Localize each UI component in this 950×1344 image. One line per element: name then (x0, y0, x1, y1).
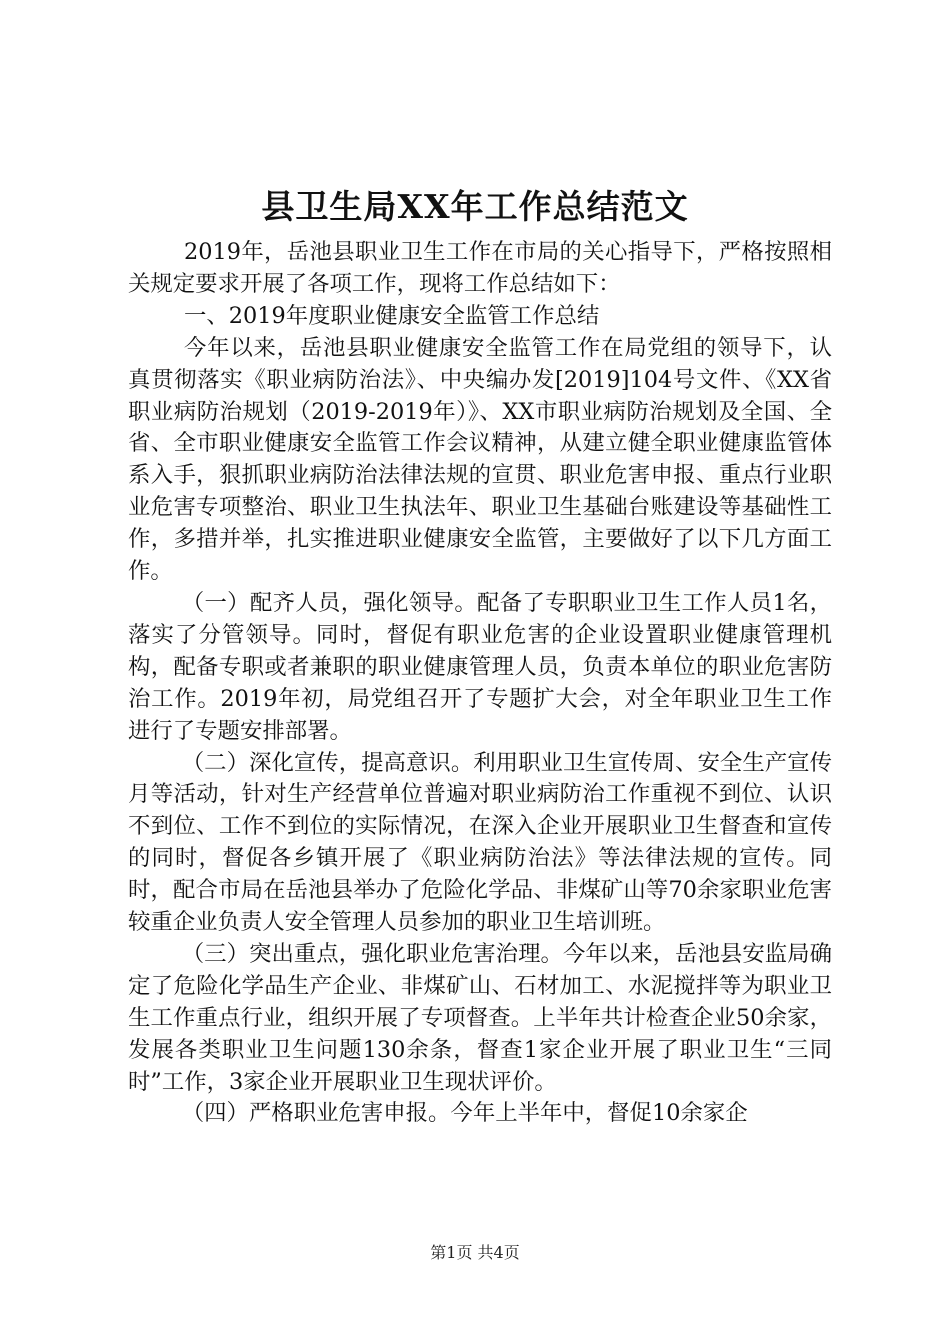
overview-paragraph: 今年以来，岳池县职业健康安全监管工作在局党组的领导下，认真贯彻落实《职业病防治法》、中央编办发[2019]104号文件、《XX省职业病防治规划（2019-2019年）》、XX市职业病防治规划及全国、全省、全市职业健康安全监管工作会议精神，从建立健全职业健康监管体系入手，狠抓职业病防治法律法规的宣贯、职业危害申报、重点行业职业危害专项整治、职业卫生执法年、职业卫生基础台账建设等基础性工作，多措并举，扎实推进职业健康安全监管，主要做好了以下几方面工作。 (128, 334, 832, 585)
page-footer: 第1页 共4页 (430, 1243, 520, 1262)
item-1-paragraph: （一）配齐人员，强化领导。配备了专职职业卫生工作人员1名，落实了分管领导。同时，督促有职业危害的企业设置职业健康管理机构，配备专职或者兼职的职业健康管理人员，负责本单位的职业危害防治工作。2019年初，局党组召开了专题扩大会，对全年职业卫生工作进行了专题安排部署。 (128, 589, 832, 744)
item-2-paragraph: （二）深化宣传，提高意识。利用职业卫生宣传周、安全生产宣传月等活动，针对生产经营单位普遍对职业病防治工作重视不到位、认识不到位、工作不到位的实际情况，在深入企业开展职业卫生督查和宣传的同时，督促各乡镇开展了《职业病防治法》等法律法规的宣传。同时，配合市局在岳池县举办了危险化学品、非煤矿山等70余家职业危害较重企业负责人安全管理人员参加的职业卫生培训班。 (128, 749, 832, 936)
intro-paragraph: 2019年，岳池县职业卫生工作在市局的关心指导下，严格按照相关规定要求开展了各项工作，现将工作总结如下： (128, 239, 832, 297)
item-4-paragraph: （四）严格职业危害申报。今年上半年中，督促10余家企 (181, 1100, 748, 1127)
item-3-paragraph: （三）突出重点，强化职业危害治理。今年以来，岳池县安监局确定了危险化学品生产企业、非煤矿山、石材加工、水泥搅拌等为职业卫生工作重点行业，组织开展了专项督查。上半年共计检查企业50余家，发展各类职业卫生问题130余条，督查1家企业开展了职业卫生“三同时”工作，3家企业开展职业卫生现状评价。 (128, 940, 832, 1095)
section-heading: 一、2019年度职业健康安全监管工作总结 (184, 302, 600, 329)
document-body (128, 237, 832, 1130)
document-title: 县卫生局XX年工作总结范文 (261, 187, 689, 226)
